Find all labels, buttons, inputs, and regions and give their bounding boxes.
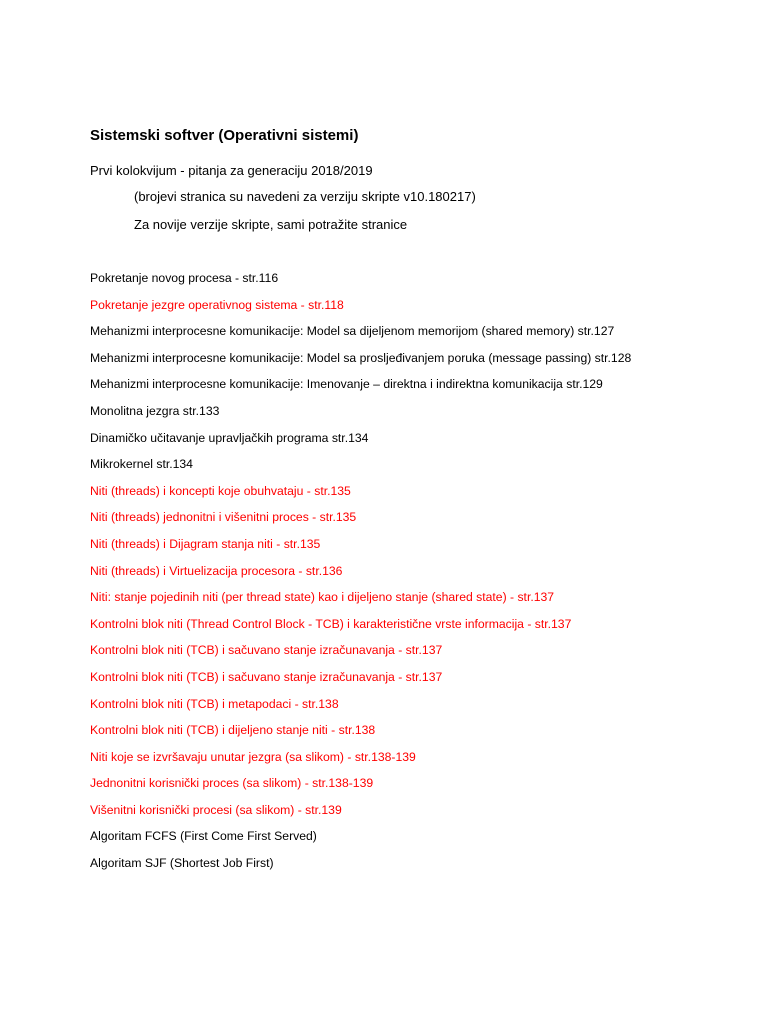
newer-version-note: Za novije verzije skripte, sami potražite stranice (134, 217, 408, 232)
topic-item: Algoritam FCFS (First Come First Served) (90, 829, 317, 844)
page-number-note: (brojevi stranica su navedeni za verziju skripte v10.180217) (134, 189, 476, 204)
document-title: Sistemski softver (Operativni sistemi) (90, 127, 359, 144)
topic-item: Mikrokernel str.134 (90, 457, 193, 472)
topic-list (90, 270, 631, 882)
topic-item: Niti (threads) jednonitni i višenitni proces - str.135 (90, 510, 357, 525)
topic-item: Višenitni korisnički procesi (sa slikom) - str.139 (90, 802, 342, 817)
topic-item: Pokretanje jezgre operativnog sistema - str.118 (90, 297, 344, 312)
topic-item: Kontrolni blok niti (Thread Control Block - TCB) i karakteristične vrste informacija - str.137 (90, 616, 572, 631)
document-subtitle: Prvi kolokvijum - pitanja za generaciju 2018/2019 (90, 163, 373, 178)
topic-item: Niti koje se izvršavaju unutar jezgra (sa slikom) - str.138-139 (90, 749, 416, 764)
topic-item: Kontrolni blok niti (TCB) i metapodaci - str.138 (90, 696, 339, 711)
topic-item: Dinamičko učitavanje upravljačkih programa str.134 (90, 430, 369, 445)
topic-item: Algoritam SJF (Shortest Job First) (90, 856, 274, 871)
topic-item: Kontrolni blok niti (TCB) i sačuvano stanje izračunavanja - str.137 (90, 643, 443, 658)
topic-item: Monolitna jezgra str.133 (90, 403, 220, 418)
topic-item: Jednonitni korisnički proces (sa slikom) - str.138-139 (90, 776, 374, 791)
topic-item: Mehanizmi interprocesne komunikacije: Model sa prosljeđivanjem poruka (message passing) str.128 (90, 350, 632, 365)
topic-item: Pokretanje novog procesa - str.116 (90, 271, 279, 285)
topic-item: Kontrolni blok niti (TCB) i dijeljeno stanje niti - str.138 (90, 723, 376, 738)
topic-item: Kontrolni blok niti (TCB) i sačuvano stanje izračunavanja - str.137 (90, 669, 443, 684)
topic-item: Niti (threads) i koncepti koje obuhvataju - str.135 (90, 483, 351, 498)
topic-item: Mehanizmi interprocesne komunikacije: Model sa dijeljenom memorijom (shared memory) str.127 (90, 324, 615, 339)
topic-item: Niti: stanje pojedinih niti (per thread state) kao i dijeljeno stanje (shared state) - str.137 (90, 590, 555, 605)
topic-item: Mehanizmi interprocesne komunikacije: Imenovanje – direktna i indirektna komunikacija str.129 (90, 377, 603, 392)
topic-item: Niti (threads) i Dijagram stanja niti - str.135 (90, 536, 321, 551)
topic-item: Niti (threads) i Virtuelizacija procesora - str.136 (90, 563, 343, 578)
